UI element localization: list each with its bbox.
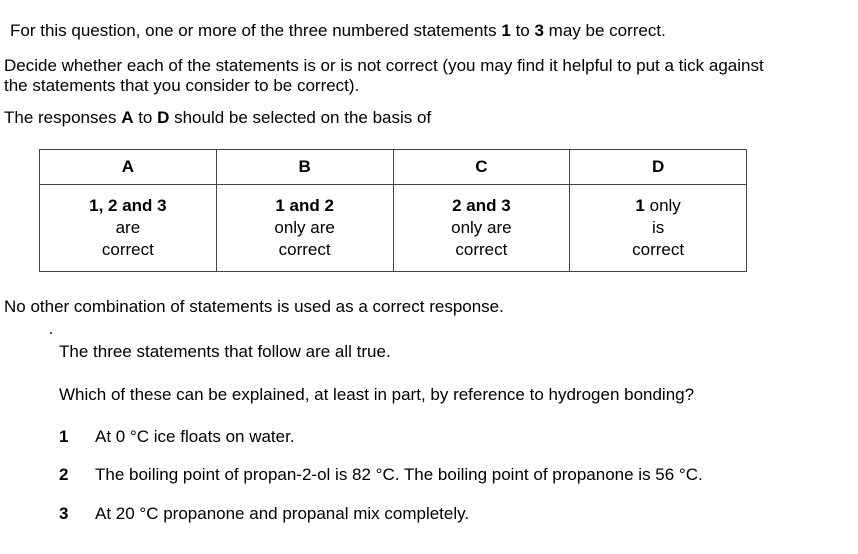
- response-meaning-d: [570, 185, 747, 272]
- response-key-body-row: [40, 185, 747, 272]
- response-meaning-a: [40, 185, 217, 272]
- response-combination: 1 and 2: [275, 196, 334, 215]
- response-meaning-text: correct: [278, 240, 331, 259]
- instruction-line-3: the statements that you consider to be correct).: [4, 76, 360, 95]
- instruction-line-4: [4, 107, 431, 128]
- response-meaning-b: [216, 185, 393, 272]
- response-letter-first: A: [121, 108, 134, 127]
- response-meaning-text: correct: [455, 240, 508, 259]
- statement-number: 1: [59, 427, 69, 446]
- response-combination: 2 and 3: [452, 196, 511, 215]
- instruction-line-1: [10, 20, 666, 41]
- question-prompt: Which of these can be explained, at least in part, by reference to hydrogen bonding?: [59, 385, 695, 404]
- response-letter-c: C: [393, 150, 570, 185]
- response-meaning-text: is: [651, 218, 665, 237]
- instruction-text: to: [133, 108, 158, 127]
- instruction-text: For this question, one or more of the three numbered statements: [10, 21, 502, 40]
- combination-note: No other combination of statements is used as a correct response.: [4, 297, 504, 316]
- response-letter-a: A: [40, 150, 217, 185]
- statement-number-first: 1: [501, 21, 511, 40]
- statement-text: At 20 °C propanone and propanal mix completely.: [95, 504, 470, 523]
- response-meaning-text: only: [644, 196, 681, 215]
- response-meaning-text: correct: [101, 240, 154, 259]
- response-meaning-c: [393, 185, 570, 272]
- response-key-table: [39, 149, 747, 272]
- statement-number: 3: [59, 504, 69, 523]
- question-stem: The three statements that follow are all true.: [59, 342, 391, 361]
- response-letter-d: D: [570, 150, 747, 185]
- instruction-text: The responses: [4, 108, 122, 127]
- statement-text: At 0 °C ice floats on water.: [95, 427, 295, 446]
- response-letter-b: B: [216, 150, 393, 185]
- response-combination: 1, 2 and 3: [89, 196, 167, 215]
- statement-number-last: 3: [534, 21, 544, 40]
- instruction-text: should be selected on the basis of: [169, 108, 432, 127]
- instruction-line-2: Decide whether each of the statements is or is not correct (you may find it helpful to put a tick against: [4, 56, 764, 75]
- response-combination: 1: [635, 196, 645, 215]
- stray-mark: [50, 332, 52, 334]
- statement-text: The boiling point of propan-2-ol is 82 °C. The boiling point of propanone is 56 °C.: [95, 465, 703, 484]
- response-key-header-row: [40, 150, 747, 185]
- response-meaning-text: correct: [632, 240, 685, 259]
- response-meaning-text: are: [115, 218, 141, 237]
- statement-1: [59, 426, 295, 447]
- response-meaning-text: only are: [274, 218, 335, 237]
- statement-2: [59, 464, 703, 485]
- statement-number: 2: [59, 465, 69, 484]
- response-meaning-text: only are: [451, 218, 512, 237]
- instruction-text: to: [510, 21, 535, 40]
- statement-3: [59, 503, 469, 524]
- response-letter-last: D: [157, 108, 170, 127]
- instruction-text: may be correct.: [543, 21, 666, 40]
